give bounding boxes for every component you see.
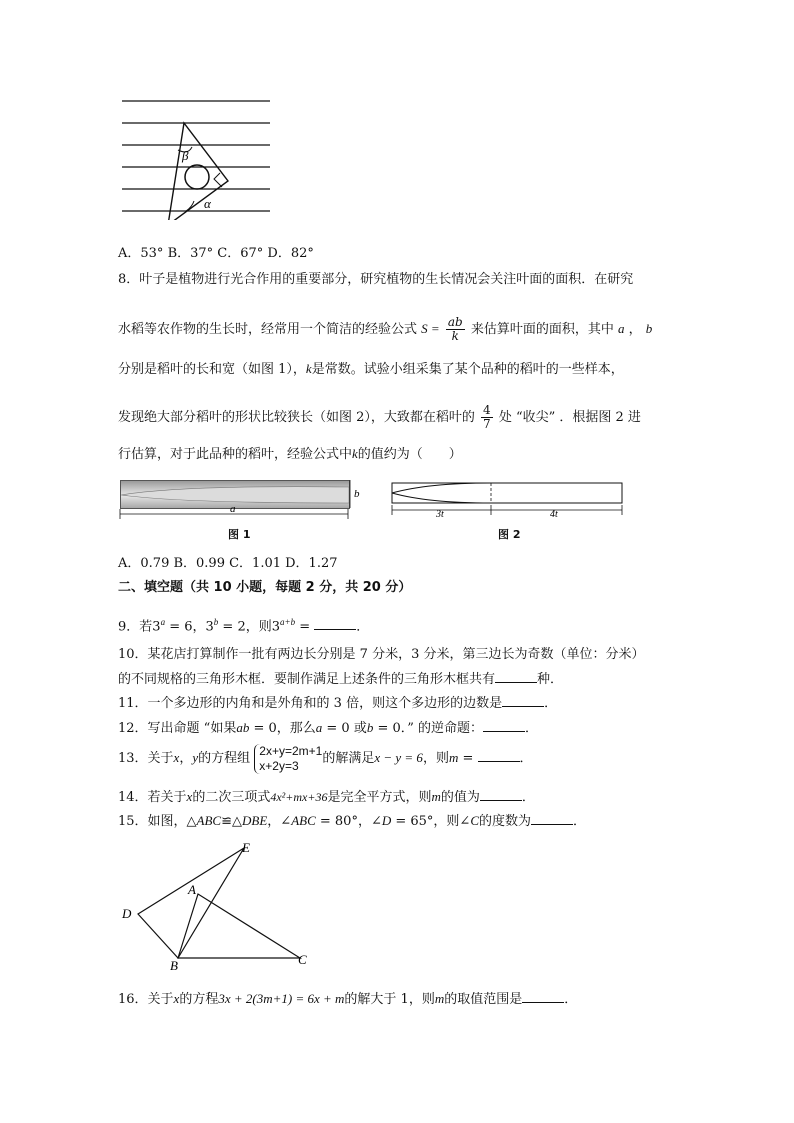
label-B: B (170, 958, 178, 973)
q15-triangle-diagram (118, 838, 328, 973)
q11: 11．一个多边形的内角和是外角和的 3 倍，则这个多边形的边数是 ． (118, 696, 558, 711)
equation-system: 2x+y=2m+1 x+2y=3 (254, 744, 322, 774)
triangle-ruler (168, 123, 228, 220)
answer-blank[interactable] (495, 670, 537, 683)
answer-blank[interactable] (522, 990, 564, 1003)
right-angle-mark (214, 173, 222, 187)
answer-blank[interactable] (478, 749, 520, 762)
q10-line2: 的不同规格的三角形木框．要制作满足上述条件的三角形木框共有 种． (118, 672, 564, 687)
q8-line2: 水稻等农作物的生长时，经常用一个简洁的经验公式 S = $\frac{ab}{k}$ 来估算叶面的面积，其中 a ， b (118, 315, 653, 343)
q14: 14．若关于x的二次三项式4x²+mx+36是完全平方式，则m的值为 ． (118, 789, 535, 805)
q16: 16．关于x的方程3x + 2(3m+1) = 6x + m的解大于 1，则m的取值范围是 ． (118, 991, 578, 1007)
q10-line1: 10．某花店打算制作一批有两边长分别是 7 分米，3 分米，第三边长为奇数（单位：分米） (118, 647, 645, 662)
q9: 9．若$3^a = 6$，$3^b = 2$，则$3^{a+b}$ = ． (118, 617, 370, 635)
fig2-3t-label: 3t (436, 509, 444, 518)
answer-blank[interactable] (314, 617, 356, 630)
q8-line1: 8．叶子是植物进行光合作用的重要部分，研究植物的生长情况会关注叶面的面积．在研究 (118, 272, 634, 287)
q12: 12．写出命题 “如果ab = 0，那么a = 0 或b = 0．” 的逆命题： ． (118, 720, 539, 736)
q8-four-sevenths: $\frac{4}{7}$ (483, 403, 491, 431)
alpha-label: α (204, 196, 211, 211)
q8-options: A．0.79 B．0.99 C．1.01 D．1.27 (118, 556, 338, 571)
fig2-caption: 图 2 (498, 528, 521, 541)
leaf-tip-curve (392, 483, 491, 493)
q13: 13．关于x，y的方程组 2x+y=2m+1 x+2y=3 的解满足x − y = 6，则m = ． (118, 743, 533, 773)
fig1-b-label: b (354, 488, 360, 500)
q15: 15．如图，△ABC≌△DBE，∠ABC = 80°，∠D = 65°，则∠C的度数为 ． (118, 813, 587, 829)
label-D: D (122, 906, 132, 921)
answer-blank[interactable] (502, 694, 544, 707)
q8-formula-fraction: $\frac{ab}{k}$ (447, 315, 463, 343)
answer-blank[interactable] (531, 812, 573, 825)
answer-blank[interactable] (480, 788, 522, 801)
fig2-diagram (388, 480, 628, 518)
circle-hole (185, 165, 209, 189)
fig1-dimensions (118, 478, 368, 520)
label-C: C (298, 952, 307, 967)
section2-title: 二、填空题（共 10 小题，每题 2 分，共 20 分） (118, 580, 412, 595)
fig1-a-label: a (230, 503, 236, 515)
answer-blank[interactable] (483, 719, 525, 732)
q7-options: A．53° B．37° C．67° D．82° (118, 246, 314, 261)
q7-diagram (118, 95, 278, 220)
fig2-4t-label: 4t (550, 509, 558, 518)
triangle-ABC (178, 894, 300, 958)
label-A: A (188, 882, 196, 897)
q8-line5: 行估算，对于此品种的稻叶，经验公式中k的值约为（ ） (118, 446, 462, 462)
q8-line3: 分别是稻叶的长和宽（如图 1），k是常数。试验小组采集了某个品种的稻叶的一些样本， (118, 361, 624, 377)
label-E: E (242, 840, 250, 855)
beta-label: β (182, 148, 189, 163)
q8-line4: 发现绝大部分稻叶的形状比较狭长（如图 2），大致都在稻叶的 $\frac{4}{7}$ 处 “收尖” ．根据图 2 进 (118, 403, 641, 431)
fig1-caption: 图 1 (228, 528, 251, 541)
triangle-DBE (138, 848, 244, 958)
